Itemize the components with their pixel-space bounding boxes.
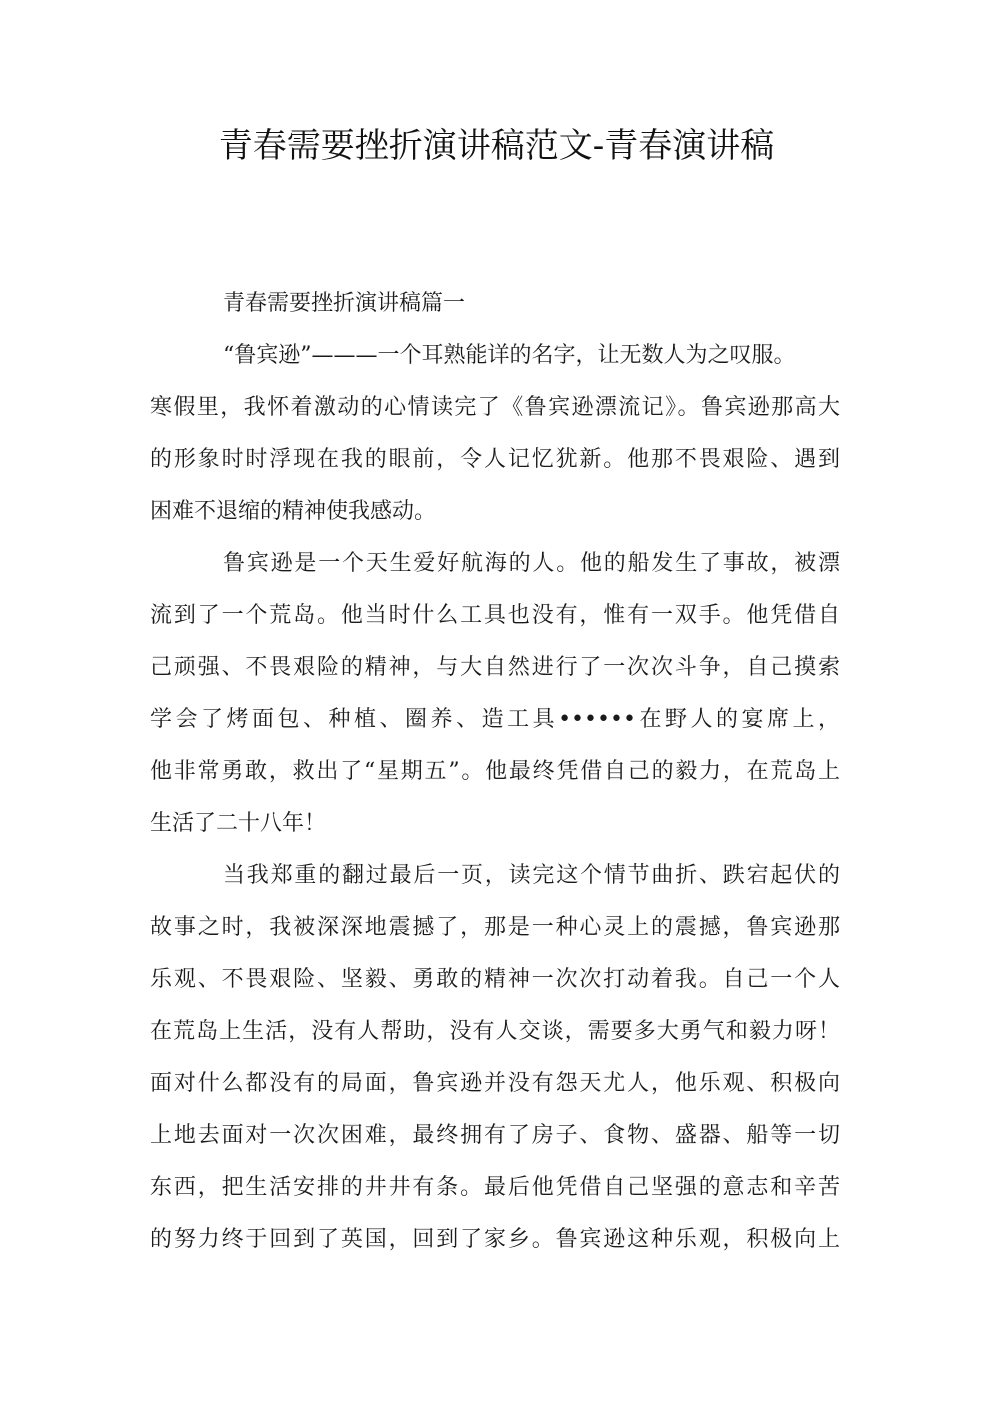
paragraph-line: 故事之时，我被深深地震撼了，那是一种心灵上的震撼，鲁宾逊那 — [150, 915, 840, 940]
paragraph-line: 鲁宾逊是一个天生爱好航海的人。他的船发生了事故，被漂 — [223, 551, 840, 576]
section-heading: 青春需要挫折演讲稿篇一 — [223, 291, 466, 316]
paragraph-line: 乐观、不畏艰险、坚毅、勇敢的精神一次次打动着我。自己一个人 — [150, 967, 840, 992]
paragraph-line: 流到了一个荒岛。他当时什么工具也没有，惟有一双手。他凭借自 — [150, 603, 840, 628]
document-body — [150, 278, 840, 1266]
paragraph-line: 己顽强、不畏艰险的精神，与大自然进行了一次次斗争，自己摸索 — [150, 655, 840, 680]
paragraph-line: 学会了烤面包、种植、圈养、造工具••••••在野人的宴席上， — [150, 707, 840, 732]
paragraph-line: 寒假里，我怀着激动的心情读完了《鲁宾逊漂流记》。鲁宾逊那高大 — [150, 395, 840, 420]
paragraph-line: 面对什么都没有的局面，鲁宾逊并没有怨天尤人，他乐观、积极向 — [150, 1071, 840, 1096]
paragraph-line: 在荒岛上生活，没有人帮助，没有人交谈，需要多大勇气和毅力呀！ — [150, 1019, 840, 1044]
paragraph-line: 当我郑重的翻过最后一页，读完这个情节曲折、跌宕起伏的 — [223, 863, 840, 888]
document-title: 青春需要挫折演讲稿范文-青春演讲稿 — [218, 126, 775, 166]
paragraph-line: 困难不退缩的精神使我感动。 — [150, 499, 437, 524]
paragraph-line: “鲁宾逊”———一个耳熟能详的名字，让无数人为之叹服。 — [223, 343, 796, 368]
paragraph-line: 他非常勇敢，救出了“星期五”。他最终凭借自己的毅力，在荒岛上 — [150, 759, 840, 784]
paragraph-line: 的努力终于回到了英国，回到了家乡。鲁宾逊这种乐观，积极向上 — [150, 1227, 840, 1252]
paragraph-line: 生活了二十八年！ — [150, 811, 327, 836]
paragraph-line: 的形象时时浮现在我的眼前，令人记忆犹新。他那不畏艰险、遇到 — [150, 447, 840, 472]
paragraph-line: 上地去面对一次次困难，最终拥有了房子、食物、盛器、船等一切 — [150, 1123, 840, 1148]
paragraph-line: 东西，把生活安排的井井有条。最后他凭借自己坚强的意志和辛苦 — [150, 1175, 840, 1200]
